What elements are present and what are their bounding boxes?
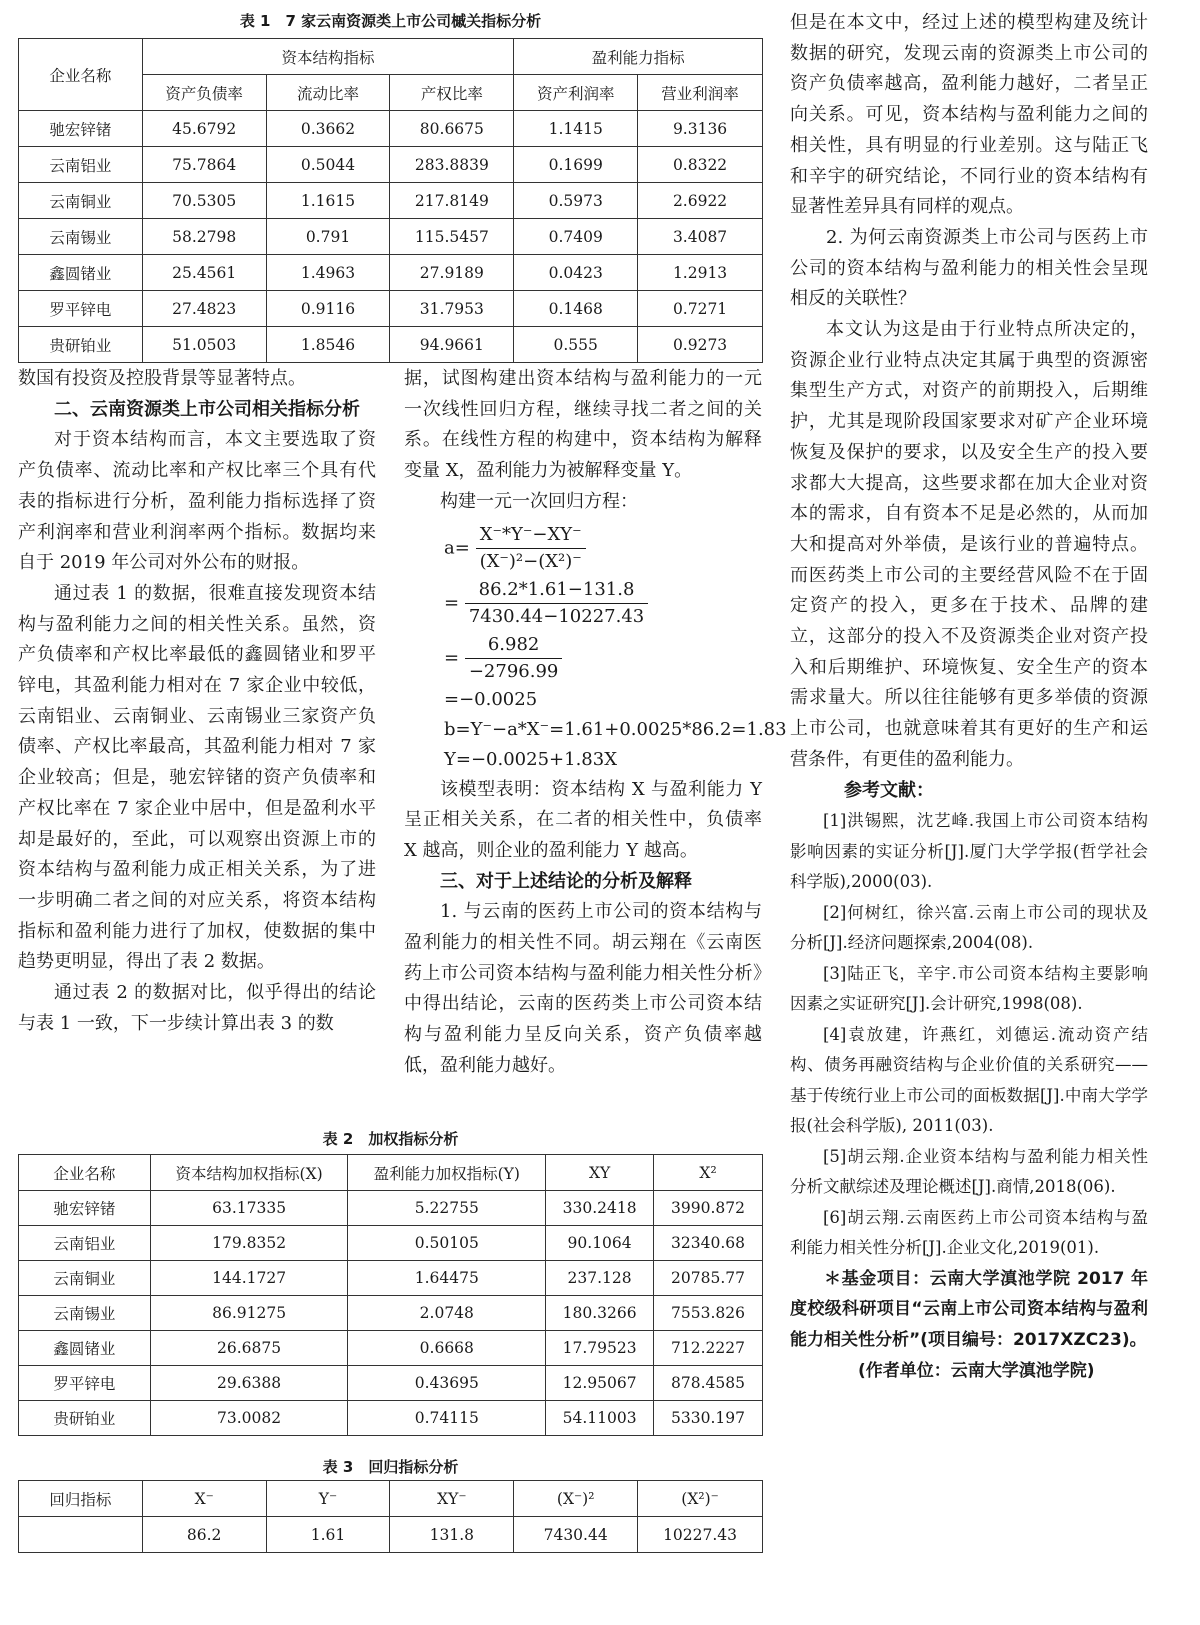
- table-row: [19, 1401, 763, 1436]
- table-cell: 29.6388: [150, 1366, 348, 1401]
- formula-a: [444, 522, 762, 575]
- table-cell: 80.6675: [390, 111, 514, 147]
- table3-header: Y⁻: [266, 1481, 390, 1517]
- paragraph: 通过表 1 的数据，很难直接发现资本结构与盈利能力之间的相关性关系。虽然，资产负债率和产权比率最低的鑫圆锗业和罗平锌电，其盈利能力相对在 7 家企业中较低，云南铝业、云南铜业、云南锡业三家资产负债率、产权比率最高，其盈利能力相对 7 家企业较高；但是，驰宏锌锗的资产负债率和产权比率在 7 家企业中居中，但是盈利水平却是最好的，至此，可以观察出资源上市的资本结构与盈利能力成正相关关系，为了进一步明确二者之间的对应关系，将资本结构指标和盈利能力进行了加权，使数据的集中趋势更明显，得出了表 2 数据。: [18, 582, 376, 973]
- reference-item: [3]陆正飞，辛宇.市公司资本结构主要影响因素之实证研究[J].会计研究,1998(08).: [790, 963, 1148, 1014]
- fraction: [465, 577, 648, 630]
- denominator: 7430.44−10227.43: [468, 605, 645, 627]
- table-cell: 1.1415: [514, 111, 638, 147]
- table3: [18, 1480, 763, 1553]
- table-cell: 5330.197: [654, 1401, 763, 1436]
- table-cell: 330.2418: [546, 1191, 654, 1226]
- table-cell: 25.4561: [142, 255, 266, 291]
- table1-col-header: 营业利润率: [638, 75, 763, 111]
- table1-group-profitability: 盈利能力指标: [514, 39, 763, 75]
- table-cell: 73.0082: [150, 1401, 348, 1436]
- table-row: [19, 1331, 763, 1366]
- table-cell: 0.1699: [514, 147, 638, 183]
- table-row: [19, 1366, 763, 1401]
- table-cell: 0.74115: [348, 1401, 546, 1436]
- table-cell: 27.4823: [142, 291, 266, 327]
- table-cell: 0.0423: [514, 255, 638, 291]
- table-cell: 237.128: [546, 1261, 654, 1296]
- table3-header: 回归指标: [19, 1481, 143, 1517]
- table1-col-header: 产权比率: [390, 75, 514, 111]
- reference-item: [5]胡云翔.企业资本结构与盈利能力相关性分析文献综述及理论概述[J].商情,2018(06).: [790, 1146, 1148, 1197]
- table-cell: 0.43695: [348, 1366, 546, 1401]
- section-heading-3: 三、对于上述结论的分析及解释: [440, 870, 692, 892]
- table-cell: 86.2: [142, 1517, 266, 1553]
- formula-step: [444, 577, 762, 630]
- formula-text: =: [444, 647, 460, 669]
- table-cell: 131.8: [390, 1517, 514, 1553]
- table1-col-header: 资产利润率: [514, 75, 638, 111]
- table-cell: 70.5305: [142, 183, 266, 219]
- table-row: [19, 147, 763, 183]
- table1-col-header: 流动比率: [266, 75, 390, 111]
- paragraph: 据，试图构建出资本结构与盈利能力的一元一次线性回归方程，继续寻找二者之间的关系。在线性方程的构建中，资本结构为解释变量 X，盈利能力为被解释变量 Y。: [404, 368, 762, 482]
- table-cell: 12.95067: [546, 1366, 654, 1401]
- table-cell: 1.64475: [348, 1261, 546, 1296]
- table-cell: 0.5973: [514, 183, 638, 219]
- table-cell: 712.2227: [654, 1331, 763, 1366]
- reference-item: [2]何树红，徐兴富.云南上市公司的现状及分析[J].经济问题探索,2004(08).: [790, 902, 1148, 953]
- table-row: [19, 255, 763, 291]
- table-cell: 26.6875: [150, 1331, 348, 1366]
- column-middle: [404, 364, 787, 1082]
- fraction: [465, 632, 563, 685]
- table-cell: 罗平锌电: [19, 291, 143, 327]
- table-cell: 0.6668: [348, 1331, 546, 1366]
- table-cell: 217.8149: [390, 183, 514, 219]
- table-cell: 86.91275: [150, 1296, 348, 1331]
- numerator: 86.2*1.61−131.8: [465, 577, 648, 604]
- paragraph: 该模型表明：资本结构 X 与盈利能力 Y 呈正相关关系，在二者的相关性中，负债率 X 越高，则企业的盈利能力 Y 越高。: [404, 778, 762, 861]
- table-cell: 45.6792: [142, 111, 266, 147]
- table-row: [19, 111, 763, 147]
- table-cell: 3990.872: [654, 1191, 763, 1226]
- table-row: [19, 183, 763, 219]
- table2-header: XY: [546, 1155, 654, 1191]
- table-cell: 2.6922: [638, 183, 763, 219]
- table-cell: 驰宏锌锗: [19, 111, 143, 147]
- table-row: [19, 291, 763, 327]
- table1-group-capital-structure: 资本结构指标: [142, 39, 514, 75]
- table-cell: 0.3662: [266, 111, 390, 147]
- table-cell: 1.61: [266, 1517, 390, 1553]
- table-cell: [19, 1517, 143, 1553]
- table-cell: 180.3266: [546, 1296, 654, 1331]
- table-row: [19, 327, 763, 363]
- table-cell: 20785.77: [654, 1261, 763, 1296]
- table-cell: 贵研铂业: [19, 1401, 151, 1436]
- table-cell: 罗平锌电: [19, 1366, 151, 1401]
- table-cell: 驰宏锌锗: [19, 1191, 151, 1226]
- table2-header: 企业名称: [19, 1155, 151, 1191]
- table-cell: 54.11003: [546, 1401, 654, 1436]
- table2-caption: 表 2 加权指标分析: [322, 1130, 459, 1148]
- table-cell: 10227.43: [638, 1517, 763, 1553]
- table-cell: 283.8839: [390, 147, 514, 183]
- table-cell: 云南锡业: [19, 1296, 151, 1331]
- table3-caption: 表 3 回归指标分析: [322, 1458, 459, 1476]
- table2-header: 盈利能力加权指标(Y): [348, 1155, 546, 1191]
- column-left: [18, 364, 376, 1039]
- table-cell: 58.2798: [142, 219, 266, 255]
- formula-y: Y=−0.0025+1.83X: [444, 748, 618, 770]
- reference-item: [4]袁放建，许燕红，刘德运.流动资产结构、债务再融资结构与企业价值的关系研究——基于传统行业上市公司的面板数据[J].中南大学学报(社会科学版), 2011(03).: [790, 1024, 1148, 1136]
- denominator: (X⁻)²−(X²)⁻: [479, 550, 582, 572]
- table-cell: 94.9661: [390, 327, 514, 363]
- paragraph: 对于资本结构而言，本文主要选取了资产负债率、流动比率和产权比率三个具有代表的指标进行分析，盈利能力指标选择了资产利润率和营业利润率两个指标。数据均来自于 2019 年公司对外公布的财报。: [18, 429, 376, 574]
- paragraph: 构建一元一次回归方程：: [440, 490, 638, 512]
- table-cell: 0.8322: [638, 147, 763, 183]
- table-cell: 2.0748: [348, 1296, 546, 1331]
- table-cell: 115.5457: [390, 219, 514, 255]
- table-row: [19, 1296, 763, 1331]
- table-cell: 75.7864: [142, 147, 266, 183]
- table-cell: 0.555: [514, 327, 638, 363]
- formula-text: =: [444, 592, 460, 614]
- table1: [18, 38, 763, 363]
- table-cell: 179.8352: [150, 1226, 348, 1261]
- paragraph: 但是在本文中，经过上述的模型构建及统计数据的研究，发现云南的资源类上市公司的资产负债率越高，盈利能力越好，二者呈正向关系。可见，资本结构与盈利能力之间的相关性，具有明显的行业差别。这与陆正飞和辛宇的研究结论，不同行业的资本结构有显著性差异具有同样的观点。: [790, 12, 1148, 218]
- table-cell: 0.7271: [638, 291, 763, 327]
- table-cell: 7430.44: [514, 1517, 638, 1553]
- table-cell: 878.4585: [654, 1366, 763, 1401]
- table-cell: 云南铜业: [19, 1261, 151, 1296]
- table-cell: 1.8546: [266, 327, 390, 363]
- table-cell: 32340.68: [654, 1226, 763, 1261]
- section-heading-2: 二、云南资源类上市公司相关指标分析: [54, 398, 360, 420]
- table2: [18, 1154, 763, 1436]
- table3-header: X⁻: [142, 1481, 266, 1517]
- regression-formula: [404, 522, 787, 775]
- table-row: [19, 1191, 763, 1226]
- table-cell: 云南铜业: [19, 183, 143, 219]
- table-cell: 云南铝业: [19, 1226, 151, 1261]
- table-cell: 17.79523: [546, 1331, 654, 1366]
- numerator: X⁻*Y⁻−XY⁻: [476, 522, 586, 549]
- fund-note: ＊基金项目：云南大学滇池学院 2017 年度校级科研项目“云南上市公司资本结构与盈利能力相关性分析”(项目编号：2017XZC23)。: [790, 1268, 1148, 1351]
- table-cell: 90.1064: [546, 1226, 654, 1261]
- column-right: [790, 8, 1148, 1387]
- formula-result: =−0.0025: [444, 688, 538, 710]
- table-cell: 0.1468: [514, 291, 638, 327]
- table-row: [19, 1517, 763, 1553]
- references-title: 参考文献：: [844, 779, 934, 801]
- table1-col-header: 资产负债率: [142, 75, 266, 111]
- numerator: 6.982: [465, 632, 563, 659]
- table-cell: 鑫圆锗业: [19, 1331, 151, 1366]
- table3-header: XY⁻: [390, 1481, 514, 1517]
- paragraph: 通过表 2 的数据对比，似乎得出的结论与表 1 一致，下一步续计算出表 3 的数: [18, 982, 376, 1034]
- table-cell: 1.2913: [638, 255, 763, 291]
- formula-step: [444, 632, 762, 685]
- table-cell: 0.7409: [514, 219, 638, 255]
- table-cell: 0.9116: [266, 291, 390, 327]
- table-row: [19, 1226, 763, 1261]
- table2-header: X²: [654, 1155, 763, 1191]
- table-cell: 9.3136: [638, 111, 763, 147]
- table-cell: 0.50105: [348, 1226, 546, 1261]
- table-cell: 0.5044: [266, 147, 390, 183]
- table-cell: 贵研铂业: [19, 327, 143, 363]
- paragraph: 2. 为何云南资源类上市公司与医药上市公司的资本结构与盈利能力的相关性会呈现相反的关联性？: [790, 226, 1148, 310]
- formula-b: b=Y⁻−a*X⁻=1.61+0.0025*86.2=1.83: [444, 718, 787, 740]
- table2-header: 资本结构加权指标(X): [150, 1155, 348, 1191]
- denominator: −2796.99: [468, 660, 559, 682]
- paragraph: 本文认为这是由于行业特点所决定的，资源企业行业特点决定其属于典型的资源密集型生产方式，对资产的前期投入，后期维护，尤其是现阶段国家要求对矿产企业环境恢复及保护的要求，以及安全生产的投入要求都大大提高，这些要求都在加大企业对资本的需求，自有资本不足是必然的，从而加大和提高对外举债，是该行业的普遍特点。而医药类上市公司的主要经营风险不在于固定资产的投入，更多在于技术、品牌的建立，这部分的投入不及资源类企业对资产投入和后期维护、环境恢复、安全生产的资本需求量大。所以往往能够有更多举债的资源上市公司，也就意味着其有更好的生产和运营条件，有更佳的盈利能力。: [790, 319, 1148, 770]
- table1-company-header: 企业名称: [19, 39, 143, 111]
- table-cell: 0.9273: [638, 327, 763, 363]
- table-row: [19, 219, 763, 255]
- table-cell: 鑫圆锗业: [19, 255, 143, 291]
- table-cell: 5.22755: [348, 1191, 546, 1226]
- table-cell: 7553.826: [654, 1296, 763, 1331]
- table-cell: 1.1615: [266, 183, 390, 219]
- table1-caption: 表 1 7 家云南资源类上市公司槭关指标分析: [239, 12, 542, 30]
- table3-header: (X²)⁻: [638, 1481, 763, 1517]
- paragraph: 1. 与云南的医药上市公司的资本结构与盈利能力的相关性不同。胡云翔在《云南医药上市公司资本结构与盈利能力相关性分析》中得出结论，云南的医药类上市公司资本结构与盈利能力呈反向关系，资产负债率越低，盈利能力越好。: [404, 901, 762, 1076]
- table-cell: 31.7953: [390, 291, 514, 327]
- table-cell: 云南铝业: [19, 147, 143, 183]
- paragraph: 数国有投资及控股背景等显著特点。: [18, 368, 306, 389]
- reference-item: [6]胡云翔.云南医药上市公司资本结构与盈利能力相关性分析[J].企业文化,2019(01).: [790, 1207, 1148, 1258]
- table-cell: 51.0503: [142, 327, 266, 363]
- formula-text: a=: [444, 537, 470, 559]
- table-cell: 云南锡业: [19, 219, 143, 255]
- table-cell: 144.1727: [150, 1261, 348, 1296]
- fraction: [476, 522, 586, 575]
- author-affiliation: (作者单位：云南大学滇池学院): [858, 1360, 1095, 1381]
- table-cell: 0.791: [266, 219, 390, 255]
- table-row: [19, 1261, 763, 1296]
- table-cell: 63.17335: [150, 1191, 348, 1226]
- table-cell: 27.9189: [390, 255, 514, 291]
- reference-item: [1]洪锡熙，沈艺峰.我国上市公司资本结构影响因素的实证分析[J].厦门大学学报(哲学社会科学版),2000(03).: [790, 811, 1148, 892]
- table-cell: 3.4087: [638, 219, 763, 255]
- table3-header: (X⁻)²: [514, 1481, 638, 1517]
- table-cell: 1.4963: [266, 255, 390, 291]
